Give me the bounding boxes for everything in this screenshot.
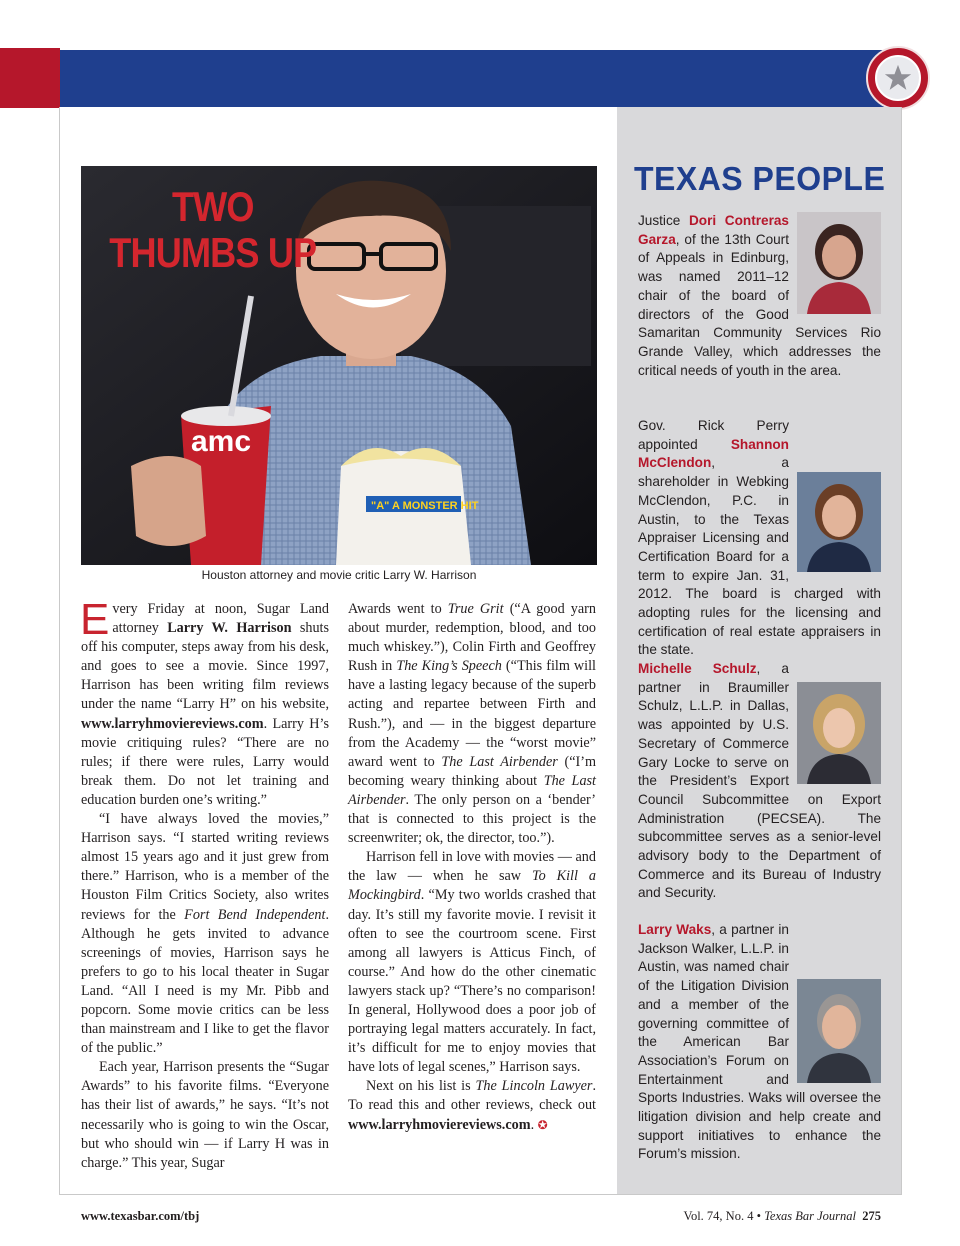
page-number: 275 <box>862 1209 881 1223</box>
footer-website[interactable]: www.texasbar.com/tbj <box>81 1209 200 1223</box>
person-entry-4 <box>638 921 881 1164</box>
article-text: Harrison fell in love with movies — and the law — when he saw <box>348 849 596 885</box>
entry-text: , of the 13th Court of Appeals in Edinburg, was named 2011–12 chair of the board of directors of the Good Samaritan Community Services Rio Grande Valley, which addresses the critical needs of youth in the area. <box>638 231 881 378</box>
star-badge <box>866 46 930 110</box>
photo-headline-line2: THUMBS UP <box>109 229 317 276</box>
star-end-icon: ✪ <box>537 1117 548 1132</box>
photo-headline-line1: TWO <box>171 183 254 230</box>
article-paragraph <box>348 1077 596 1134</box>
feature-photo <box>81 166 597 565</box>
svg-text:amc: amc <box>191 425 252 458</box>
entry-text: , a partner in Braumiller Schulz, L.L.P. in Dallas, was appointed by U.S. Secretary of Commerce Gary Locke to serve on the President’s Export Council Subcommittee on Export Administration (PECSEA). The subcommittee serves as a senior-level advisory body to the Department of Commerce and its Bureau of Industry and Security. <box>638 661 881 901</box>
website-link[interactable]: www.larryhmoviereviews.com <box>348 1116 531 1133</box>
header-red-block <box>0 48 60 108</box>
header-blue-banner <box>60 50 901 107</box>
drop-cap: E <box>80 595 110 644</box>
article-column-1 <box>80 595 330 1173</box>
article-text: very Friday at noon, Sugar Land attorney <box>112 601 329 637</box>
article-text: . Larry H’s movie critiquing rules? “There are no rules; if there were rules, Larry would break them. Do not let training and education burden one’s writing.” <box>81 715 329 808</box>
article-text: Awards went to <box>348 601 448 617</box>
person-name: Larry Waks <box>638 922 712 937</box>
footer-issue-info <box>684 1209 881 1224</box>
article-text: . The only person on a ‘bender’ that is connected to this project is the screenwriter; ok, the director, too.”). <box>348 791 596 847</box>
person-name: Michelle Schulz <box>638 661 757 676</box>
person-entry-2 <box>638 417 881 660</box>
entry-text: , a shareholder in Webking McClendon, P.C. in Austin, to the Texas Appraiser Licensing and Certification Board for a term to expire Jan. 31, 2012. The board is charged with adopting rules for the licensing and certification of real estate appraisers in the state. <box>638 455 881 658</box>
film-title: The Last Airbender <box>348 772 597 808</box>
portrait-photo <box>797 472 881 572</box>
website-link[interactable]: www.larryhmoviereviews.com <box>81 715 264 732</box>
article-paragraph <box>348 600 596 848</box>
article-text: . “My two worlds crashed that day. It’s still my favorite movie. I revisit it often to see the courtroom scene. First among all lawyers is Atticus Finch, of course.” And how do the other cinematic lawyers stack up? “There’s no comparison! In general, Hollywood does a poor job of portraying legal matters accurately. In fact, it’s difficult for me to enjoy movies that have lots of legal scenes,” Harrison says. <box>348 887 596 1076</box>
article-text: . <box>530 1116 535 1133</box>
article-paragraph <box>348 848 596 1077</box>
film-title: The Lincoln Lawyer <box>475 1078 593 1095</box>
portrait-photo <box>797 212 881 314</box>
journal-name: Texas Bar Journal <box>764 1209 856 1223</box>
sidebar-title: TEXAS PEOPLE <box>634 160 886 197</box>
film-title: The King’s Speech <box>396 658 502 675</box>
entry-text: Gov. Rick Perry appointed <box>638 418 789 452</box>
issue-number: Vol. 74, No. 4 <box>683 1209 754 1223</box>
article-text: Next on his list is <box>366 1078 476 1095</box>
article-paragraph <box>80 595 330 810</box>
film-title: The Last Airbender <box>441 753 558 770</box>
article-text: (“This film will have a lasting legacy because of the superb acting and repartee between Firth and Rush.”), and — in the biggest departure from the Academy — the “worst movie” award went to <box>348 658 596 770</box>
article-text: . Although he gets invited to advance screenings of movies, Harrison says he prefers to go to his local theater in Sugar Land. “All I need is my Mr. Pibb and popcorn. Some movie critics can be less than mainstream and I like to get the flavor of the public.” <box>81 906 329 1057</box>
film-title: True Grit <box>447 601 504 617</box>
svg-text:"A" A MONSTER HIT: "A" A MONSTER HIT <box>371 500 479 512</box>
entry-text: Justice <box>638 213 689 228</box>
article-text: (“A good yarn about murder, redemption, blood, and too much whiskey.”), Colin Firth and Geoffrey Rush in <box>348 601 596 675</box>
publication-name: Fort Bend Independent <box>184 906 326 923</box>
article-paragraph <box>81 810 329 1058</box>
person-entry-3 <box>638 660 881 903</box>
article-paragraph: Each year, Harrison presents the “Sugar Awards” to his favorite films. “Everyone has their list of awards,” he says. “It’s not necessarily who is going to win the Oscar, but who should win — if Larry H was in charge.” This year, Sugar <box>81 1059 329 1171</box>
separator-bullet: • <box>756 1209 761 1223</box>
person-entry-1 <box>638 212 881 380</box>
article-text: . To read this and other reviews, check out <box>348 1078 596 1114</box>
article-text: “I have always loved the movies,” Harrison says. “I started writing reviews almost 15 years ago and it just grew from there.” Harrison, who is a member of the Houston Film Critics Society, also writes reviews for the <box>81 811 329 923</box>
star-icon <box>875 55 921 101</box>
entry-text: , a partner in Jackson Walker, L.L.P. in Austin, was named chair of the Litigation Division and a member of the governing committee of the American Bar Association’s Forum on Entertainment and Sports Industries. Waks will oversee the litigation division and help create and support initiatives to enhance the Forum’s mission. <box>638 922 881 1162</box>
article-column-2 <box>348 600 596 1135</box>
portrait-photo <box>797 682 881 784</box>
photo-caption: Houston attorney and movie critic Larry W. Harrison <box>201 568 477 582</box>
portrait-photo <box>797 979 881 1083</box>
article-text: (“I’m becoming weary thinking about <box>348 753 596 789</box>
article-text: shuts off his computer, steps away from his desk, and goes to see a movie. Since 1997, Harrison has been writing film reviews under the name “Larry H” on his website, <box>81 620 330 713</box>
subject-name: Larry W. Harrison <box>167 620 292 637</box>
person-name: Shannon McClendon <box>638 436 789 471</box>
photo-headline <box>101 184 325 276</box>
person-name: Dori Contreras Garza <box>638 213 789 247</box>
film-title: To Kill a Mockingbird <box>348 868 596 904</box>
